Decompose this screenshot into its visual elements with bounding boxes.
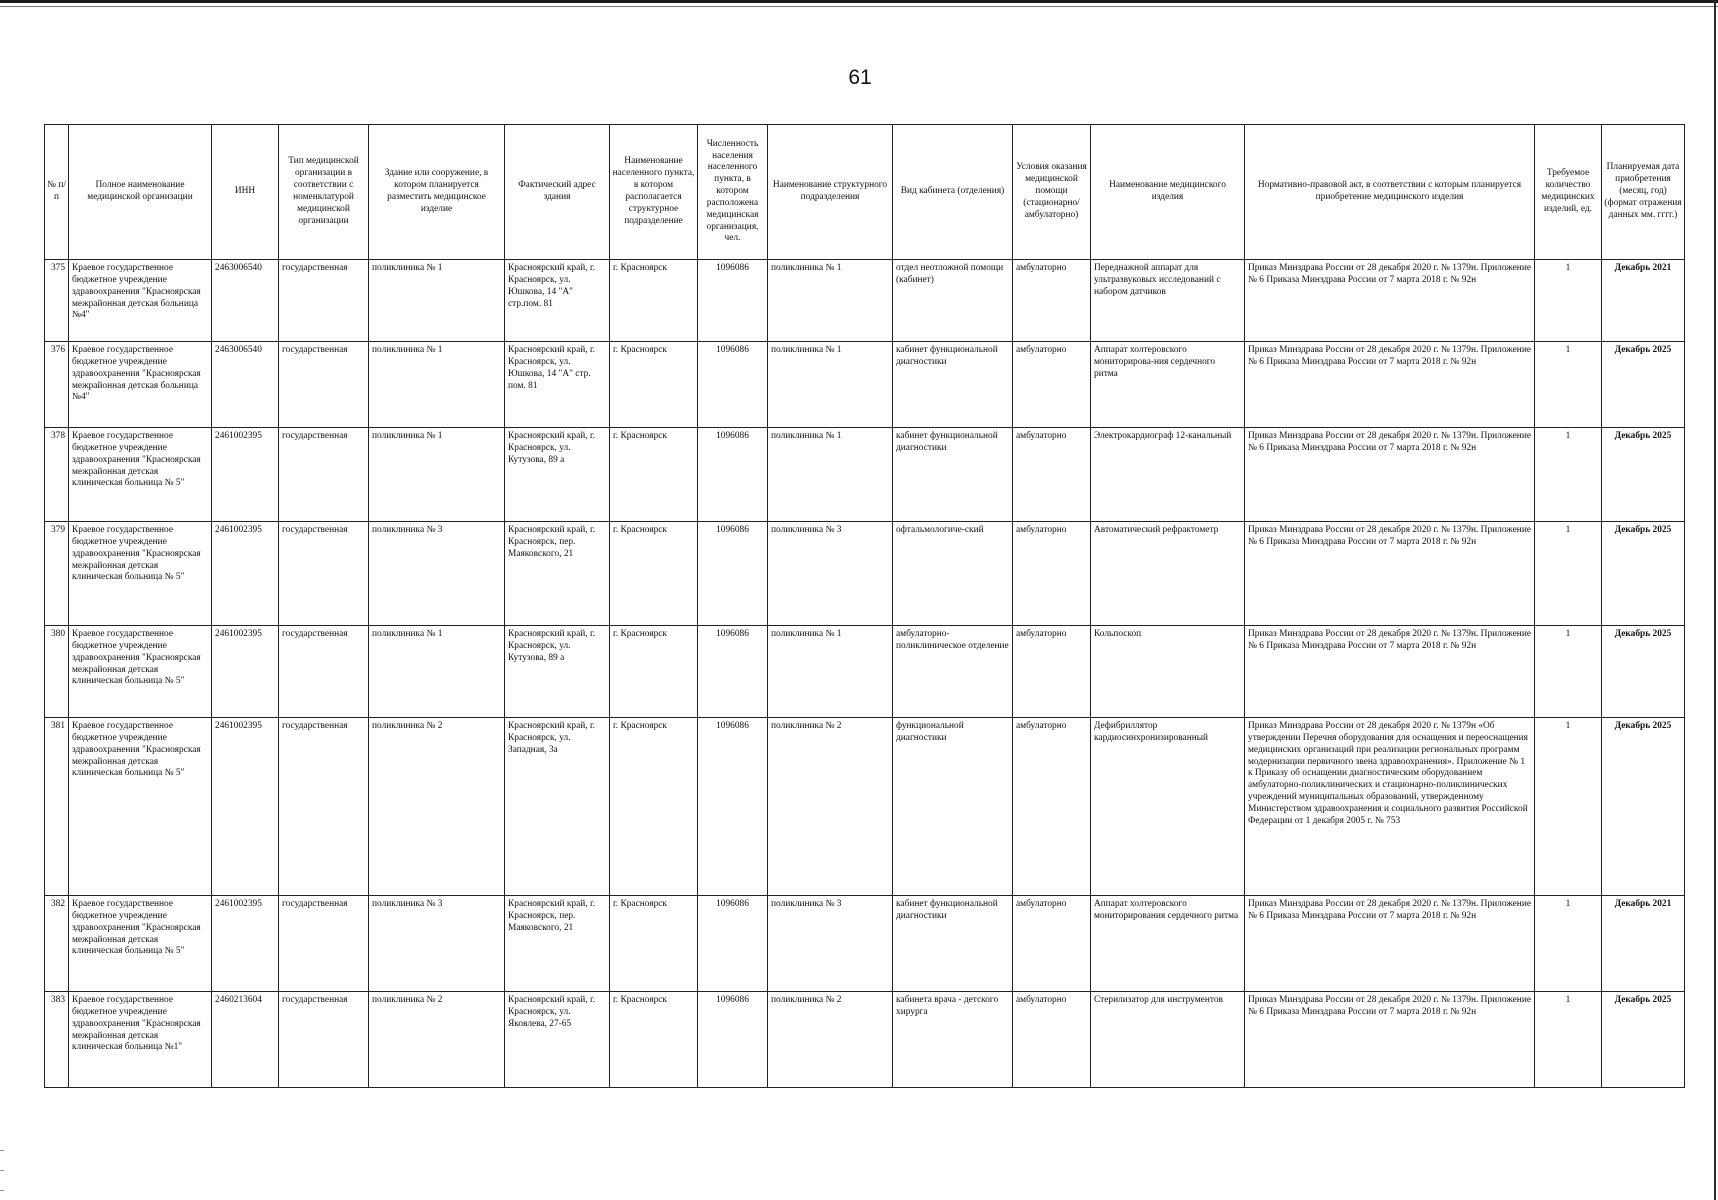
cell-legal-act: Приказ Минздрава России от 28 декабря 2020 г. № 1379н. Приложение № 6 Приказа Минздрава России от 7 марта 2018 г. № 92н [1245,992,1535,1088]
cell-address: Красноярский край, г. Красноярск, ул. Юшкова, 14 "А" стр. пом. 81 [505,342,610,428]
cell-num: 378 [45,428,69,522]
cell-building: поликлиника № 1 [369,342,505,428]
cell-conditions: амбулаторно [1013,260,1091,342]
cell-num: 375 [45,260,69,342]
cell-building: поликлиника № 3 [369,896,505,992]
header-locality: Наименование населенного пункта, в котором располагается структурное подразделение [610,125,698,260]
cell-population: 1096086 [698,718,768,896]
cell-cabinet: амбулаторно-поликлиническое отделение [893,626,1013,718]
header-population: Численность населения населенного пункта, в котором расположена медицинская организация, чел. [698,125,768,260]
cell-org-name: Краевое государственное бюджетное учреждение здравоохранения "Красноярская межрайонная детская больница №4" [69,260,212,342]
cell-inn: 2461002395 [212,428,279,522]
cell-num: 376 [45,342,69,428]
page-number: 61 [848,66,872,89]
cell-date: Декабрь 2025 [1602,992,1685,1088]
cell-org-type: государственная [279,260,369,342]
cell-quantity: 1 [1535,626,1602,718]
cell-conditions: амбулаторно [1013,992,1091,1088]
cell-address: Красноярский край, г. Красноярск, ул. Кутузова, 89 а [505,626,610,718]
cell-legal-act: Приказ Минздрава России от 28 декабря 2020 г. № 1379н «Об утверждении Перечня оборудования для оснащения и переоснащения медицинских организаций при реализации региональных программ модернизации первичного звена здравоохранения». Приложение № 1 к Приказу об оснащении диагностическим оборудованием амбулаторно-поликлинических и стационарно-поликлинических учреждений муниципальных образований, утвержденному Министерством здравоохранения и социального развития Российской Федерации от 1 декабря 2005 г. № 753 [1245,718,1535,896]
cell-date: Декабрь 2025 [1602,718,1685,896]
cell-org-name: Краевое государственное бюджетное учреждение здравоохранения "Красноярская межрайонная детская клиническая больница № 5" [69,428,212,522]
cell-org-name: Краевое государственное бюджетное учреждение здравоохранения "Красноярская межрайонная детская клиническая больница № 5" [69,626,212,718]
cell-building: поликлиника № 3 [369,522,505,626]
cell-building: поликлиника № 2 [369,992,505,1088]
cell-inn: 2463006540 [212,342,279,428]
cell-device: Аппарат холтеровского мониторирования сердечного ритма [1091,896,1245,992]
cell-date: Декабрь 2025 [1602,428,1685,522]
cell-inn: 2463006540 [212,260,279,342]
cell-org-type: государственная [279,522,369,626]
table-row [45,626,1685,718]
cell-device: Переднажной аппарат для ультразвуковых исследований с набором датчиков [1091,260,1245,342]
header-org-name: Полное наименование медицинской организации [69,125,212,260]
header-inn: ИНН [212,125,279,260]
cell-date: Декабрь 2021 [1602,260,1685,342]
cell-locality: г. Красноярск [610,428,698,522]
cell-population: 1096086 [698,342,768,428]
cell-date: Декабрь 2025 [1602,626,1685,718]
cell-num: 379 [45,522,69,626]
cell-conditions: амбулаторно [1013,342,1091,428]
cell-date: Декабрь 2021 [1602,896,1685,992]
cell-date: Декабрь 2025 [1602,522,1685,626]
cell-locality: г. Красноярск [610,626,698,718]
cell-unit: поликлиника № 1 [768,342,893,428]
header-cabinet: Вид кабинета (отделения) [893,125,1013,260]
cell-conditions: амбулаторно [1013,522,1091,626]
cell-device: Кольпоскоп [1091,626,1245,718]
cell-cabinet: отдел неотложной помощи (кабинет) [893,260,1013,342]
cell-org-name: Краевое государственное бюджетное учреждение здравоохранения "Красноярская межрайонная детская клиническая больница №1" [69,992,212,1088]
top-border-line-thin [0,6,1718,7]
cell-locality: г. Красноярск [610,260,698,342]
table-row [45,260,1685,342]
cell-unit: поликлиника № 3 [768,896,893,992]
cell-cabinet: кабинет функциональной диагностики [893,342,1013,428]
cell-population: 1096086 [698,428,768,522]
cell-unit: поликлиника № 2 [768,992,893,1088]
cell-conditions: амбулаторно [1013,896,1091,992]
cell-unit: поликлиника № 1 [768,260,893,342]
header-num: № п/п [45,125,69,260]
cell-org-name: Краевое государственное бюджетное учреждение здравоохранения "Красноярская межрайонная детская клиническая больница № 5" [69,522,212,626]
cell-address: Красноярский край, г. Красноярск, пер. Маяковского, 21 [505,522,610,626]
cell-quantity: 1 [1535,896,1602,992]
cell-inn: 2461002395 [212,896,279,992]
cell-quantity: 1 [1535,260,1602,342]
cell-locality: г. Красноярск [610,718,698,896]
cell-quantity: 1 [1535,718,1602,896]
cell-num: 380 [45,626,69,718]
cell-device: Электрокардиограф 12-канальный [1091,428,1245,522]
cell-org-name: Краевое государственное бюджетное учреждение здравоохранения "Красноярская межрайонная детская больница №4" [69,342,212,428]
cell-org-name: Краевое государственное бюджетное учреждение здравоохранения "Красноярская межрайонная детская клиническая больница № 5" [69,718,212,896]
cell-population: 1096086 [698,626,768,718]
cell-legal-act: Приказ Минздрава России от 28 декабря 2020 г. № 1379н. Приложение № 6 Приказа Минздрава России от 7 марта 2018 г. № 92н [1245,342,1535,428]
cell-quantity: 1 [1535,342,1602,428]
cell-num: 382 [45,896,69,992]
cell-locality: г. Красноярск [610,522,698,626]
cell-date: Декабрь 2025 [1602,342,1685,428]
cell-cabinet: офтальмологиче-ский [893,522,1013,626]
cell-address: Красноярский край, г. Красноярск, ул. Юшкова, 14 "А" стр.пом. 81 [505,260,610,342]
cell-cabinet: кабинет функциональной диагностики [893,428,1013,522]
header-unit: Наименование структурного подразделения [768,125,893,260]
cell-conditions: амбулаторно [1013,428,1091,522]
header-legal-act: Нормативно-правовой акт, в соответствии с которым планируется приобретение медицинского изделия [1245,125,1535,260]
cell-population: 1096086 [698,992,768,1088]
cell-org-type: государственная [279,626,369,718]
cell-unit: поликлиника № 3 [768,522,893,626]
cell-device: Аппарат холтеровского мониторирова-ния сердечного ритма [1091,342,1245,428]
equipment-registry-table [44,124,1685,1088]
cell-device: Автоматический рефрактометр [1091,522,1245,626]
cell-locality: г. Красноярск [610,896,698,992]
cell-unit: поликлиника № 1 [768,428,893,522]
cell-inn: 2461002395 [212,626,279,718]
right-border-line [1714,0,1716,1200]
cell-org-type: государственная [279,718,369,896]
header-quantity: Требуемое количество медицинских изделий, ед. [1535,125,1602,260]
cell-address: Красноярский край, г. Красноярск, пер. Маяковского, 21 [505,896,610,992]
cell-quantity: 1 [1535,428,1602,522]
cell-quantity: 1 [1535,992,1602,1088]
cell-building: поликлиника № 1 [369,260,505,342]
header-conditions: Условия оказания медицинской помощи (стационарно/ амбулаторно) [1013,125,1091,260]
table-row [45,342,1685,428]
cell-inn: 2461002395 [212,718,279,896]
cell-org-type: государственная [279,428,369,522]
cell-address: Красноярский край, г. Красноярск, ул. Кутузова, 89 а [505,428,610,522]
cell-org-type: государственная [279,896,369,992]
cell-quantity: 1 [1535,522,1602,626]
cell-inn: 2461002395 [212,522,279,626]
cell-cabinet: кабинет функциональной диагностики [893,896,1013,992]
header-org-type: Тип медицинской организации в соответствии с номенклатурой медицинской организации [279,125,369,260]
margin-tick [0,1170,4,1171]
margin-tick [0,1190,4,1191]
table-row [45,896,1685,992]
cell-org-type: государственная [279,992,369,1088]
cell-num: 383 [45,992,69,1088]
cell-locality: г. Красноярск [610,342,698,428]
cell-legal-act: Приказ Минздрава России от 28 декабря 2020 г. № 1379н. Приложение № 6 Приказа Минздрава России от 7 марта 2018 г. № 92н [1245,428,1535,522]
header-building: Здание или сооружение, в котором планируется разместить медицинское изделие [369,125,505,260]
table-header-row [45,125,1685,260]
cell-population: 1096086 [698,260,768,342]
cell-cabinet: функциональной диагностики [893,718,1013,896]
cell-address: Красноярский край, г. Красноярск, ул. Западная, 3а [505,718,610,896]
cell-building: поликлиника № 1 [369,428,505,522]
table-row [45,428,1685,522]
header-device: Наименование медицинского изделия [1091,125,1245,260]
cell-cabinet: кабинета врача - детского хирурга [893,992,1013,1088]
cell-population: 1096086 [698,522,768,626]
cell-device: Стерилизатор для инструментов [1091,992,1245,1088]
cell-building: поликлиника № 1 [369,626,505,718]
cell-address: Красноярский край, г. Красноярск, ул. Яковлева, 27-65 [505,992,610,1088]
header-date: Планируемая дата приобретения (месяц, год) (формат отражения данных мм. гггг.) [1602,125,1685,260]
cell-conditions: амбулаторно [1013,718,1091,896]
cell-legal-act: Приказ Минздрава России от 28 декабря 2020 г. № 1379н. Приложение № 6 Приказа Минздрава России от 7 марта 2018 г. № 92н [1245,260,1535,342]
cell-device: Дефибриллятор кардиосинхронизированный [1091,718,1245,896]
table-row [45,992,1685,1088]
margin-tick [0,1150,4,1151]
cell-locality: г. Красноярск [610,992,698,1088]
cell-legal-act: Приказ Минздрава России от 28 декабря 2020 г. № 1379н. Приложение № 6 Приказа Минздрава России от 7 марта 2018 г. № 92н [1245,896,1535,992]
top-border-line [0,0,1718,3]
header-address: Фактический адрес здания [505,125,610,260]
table-row [45,522,1685,626]
cell-num: 381 [45,718,69,896]
cell-org-type: государственная [279,342,369,428]
cell-inn: 2460213604 [212,992,279,1088]
cell-legal-act: Приказ Минздрава России от 28 декабря 2020 г. № 1379н. Приложение № 6 Приказа Минздрава России от 7 марта 2018 г. № 92н [1245,522,1535,626]
table-row [45,718,1685,896]
cell-org-name: Краевое государственное бюджетное учреждение здравоохранения "Красноярская межрайонная детская клиническая больница № 5" [69,896,212,992]
cell-legal-act: Приказ Минздрава России от 28 декабря 2020 г. № 1379н. Приложение № 6 Приказа Минздрава России от 7 марта 2018 г. № 92н [1245,626,1535,718]
cell-building: поликлиника № 2 [369,718,505,896]
cell-unit: поликлиника № 2 [768,718,893,896]
cell-unit: поликлиника № 1 [768,626,893,718]
cell-population: 1096086 [698,896,768,992]
cell-conditions: амбулаторно [1013,626,1091,718]
